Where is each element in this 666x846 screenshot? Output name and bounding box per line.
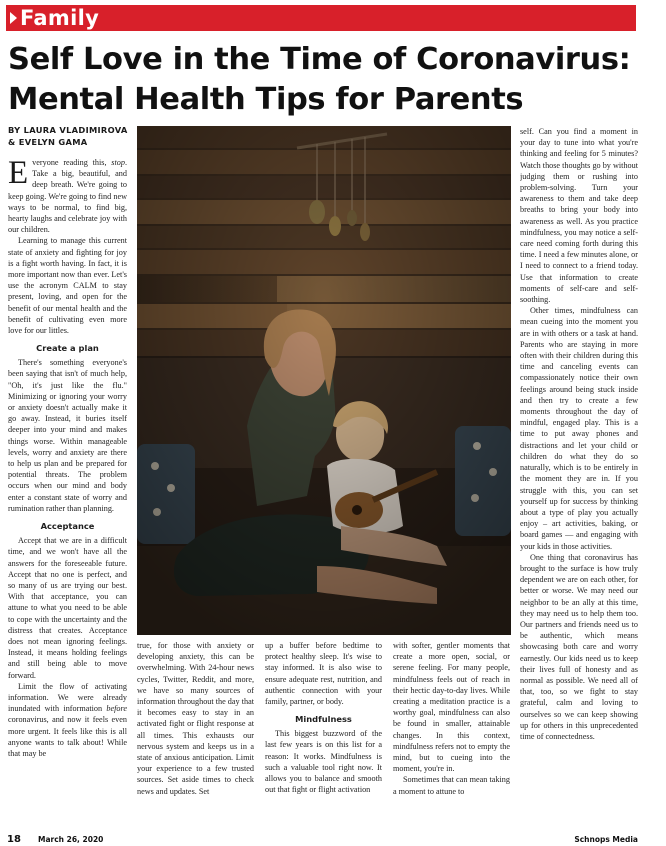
text: coronavirus, and now it feels even more urgent. It feels like this is all anyone wants to talk about! While that may be (8, 715, 127, 758)
photo-mother-daughter-ukulele (137, 126, 511, 635)
paragraph: One thing that coronavirus has brought to the surface is how truly dependent we are on each other, for better or worse. We may need our neighbor to be an ally at this time, they may need us to help them too. Our partners and friends need us to be authentic, which means showcasing both care and worry earnestly. Our kids need us to keep their lives full of honesty and as normal as possible. We need all of that, too, so we fight to stay grateful, calm and loving to ourselves so we can keep showing up for others in this unprecedented time of connectedness. (520, 552, 638, 741)
paragraph: Other times, mindfulness can mean cueing into the moment you are in with others or a task at hand. Parents who are staying in more often with their children during this time and canceling events can compassionately notice their own feelings around being stuck inside and then try to create a few moments throughout the day of mindful, engaged play. This is a time to put away phones and distractions and let your child or children do what they do so naturally, which is to be entirely in the moment they are in. If you struggle with this, you can set yourself up for success by thinking about a type of play you actually enjoy – art activities, baking, or board games — and engaging with your kids in those activities. (520, 306, 638, 551)
paragraph (8, 157, 127, 235)
page-number: 18 (7, 834, 21, 845)
article-column-1 (8, 157, 127, 833)
text: . Take a big, beautiful, and deep breath. We're going to keep going. We're going to find new ways to be normal, to find big, hearty laughs and celebrate joy with our children. (8, 158, 127, 235)
article-photo (137, 126, 511, 635)
subhead-mindfulness: Mindfulness (295, 714, 352, 725)
page-footer (0, 834, 666, 846)
paragraph: Learning to manage this current state of anxiety and fighting for joy is a fight worth having. In fact, it is more important now than ever. Let's use the acronym CALM to stay present, loving, and open for the benefit of our mental health and the benefit of cultivating even more love for our littles. (8, 236, 127, 336)
article-column-3 (265, 640, 382, 832)
section-bar (6, 5, 636, 31)
article-column-5 (520, 126, 638, 832)
paragraph: self. Can you find a moment in your day to tune into what you're thinking and feeling for 5 minutes? Watch those thoughts go by without judging them or rushing into problem-solving. Turn your awareness to them and take deep breaths to bring your body into awareness as well. As you practice mindfulness, you may notice a self-care need coming forth during this time. I need a few minutes alone, or I need to connect to a friend today. Use that information to create moments of self-care and self-soothing. (520, 127, 638, 305)
emphasis: before (106, 704, 127, 714)
subhead-create-a-plan: Create a plan (36, 343, 99, 354)
paragraph: Sometimes that can mean taking a moment to attune to (393, 775, 510, 796)
headline-line-1: Self Love in the Time of Coronavirus: (8, 42, 631, 77)
section-triangle-icon (10, 12, 17, 24)
paragraph (8, 681, 127, 759)
drop-cap: E (8, 157, 29, 191)
paragraph: Accept that we are in a difficult time, and we won't have all the answers for the foreseeable future. Accept that no one is perfect, and so many of us are trying our best. With that acceptance, you can attune to what you need to be able to cope with the uncertainty and the distress that creates. Acceptance does not mean ignoring feelings. Instead, it means holding feelings and still being able to move forward. (8, 536, 127, 680)
paragraph: This biggest buzzword of the last few years is on this list for a reason: It works. Mindfulness is such a valuable tool right now. It allows you to balance and smooth out that fight or flight activation (265, 729, 382, 795)
headline-line-2: Mental Health Tips for Parents (8, 82, 524, 117)
headline (8, 40, 648, 120)
paragraph: There's something everyone's been saying that isn't of much help, "Oh, it's just like the flu." Minimizing or ignoring your worry or anxiety doesn't actually make it go away. Instead, it buries itself deeper into your mind and makes things worse. Within manageable levels, worry and anxiety are there to help us plan and be prepared for potential threats. The problem occurs when our mind and body enter a constant state of worry and rumination rather than planning. (8, 358, 127, 513)
article-column-2 (137, 640, 254, 832)
paragraph: true, for those with anxiety or developing anxiety, this can be overwhelming. With 24-hour news cycles, Twitter, Reddit, and more, we have so many sources of information throughout the day that it becomes easy to stay in an activated fight or flight response at all times. This exhausts our nervous system and keeps us in a state of anxious anticipation. Limit your experience to a few trusted sources. Set aside times to check news and updates. Set (137, 641, 254, 796)
subhead-acceptance: Acceptance (40, 521, 95, 532)
article-column-4 (393, 640, 510, 832)
byline-line-1: BY LAURA VLADIMIROVA (8, 125, 128, 135)
paragraph: with softer, gentler moments that create a more open, social, or serene feeling. For many people, mindfulness feels out of reach in their hectic day-to-day lives. While creating a meditation practice is a worthy goal, mindfulness can also be found in smaller, attainable changes. In this context, mindfulness refers not to empty the mind, but to cueing into the moment, you're in. (393, 641, 510, 774)
byline-line-2: & EVELYN GAMA (8, 137, 88, 147)
issue-date: March 26, 2020 (38, 835, 104, 844)
emphasis: stop (111, 158, 125, 167)
publisher-name: Schnops Media (574, 835, 638, 844)
section-label: Family (20, 6, 100, 30)
paragraph: up a buffer before bedtime to protect healthy sleep. It's wise to stay informed. It is also wise to ensure adequate rest, nutrition, and authentic connection with your family, partner, or body. (265, 641, 382, 707)
text: Limit the flow of activating information. We were already inundated with information (8, 681, 127, 714)
text: veryone reading this, (32, 158, 112, 167)
byline (8, 124, 132, 148)
